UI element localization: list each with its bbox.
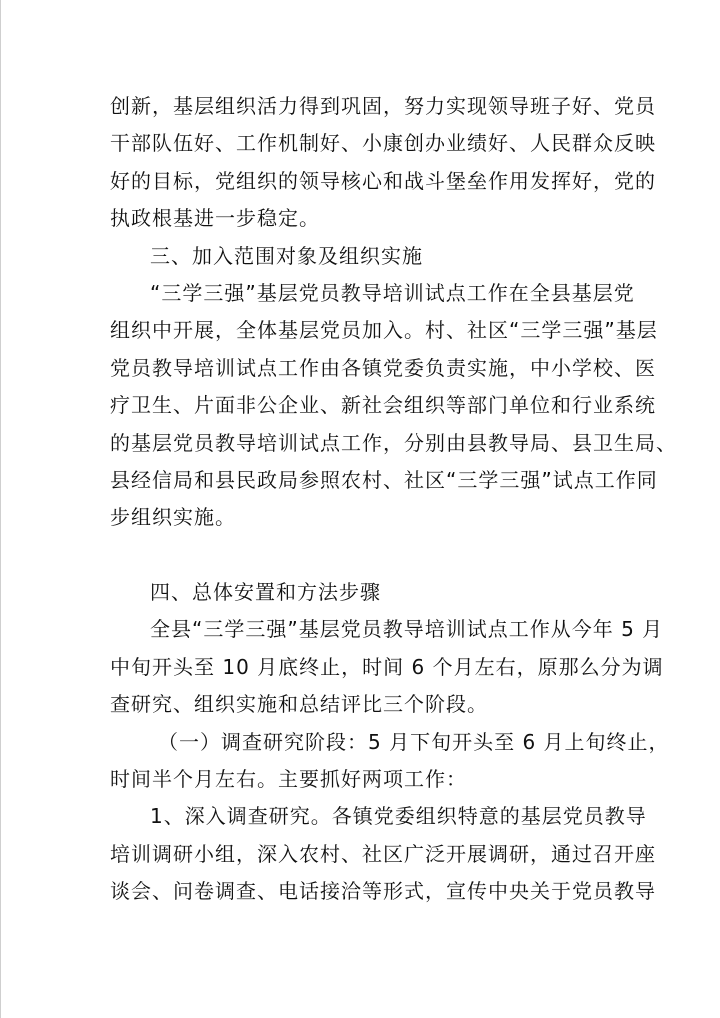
- paragraph-line: 时间半个月左右。主要抓好两项工作：: [110, 767, 467, 792]
- paragraph-line: 的基层党员教导培训试点工作，分别由县教导局、县卫生局、: [110, 430, 677, 455]
- section-heading: 三、加入范围对象及组织实施: [150, 243, 423, 268]
- page-edge-divider: [0, 0, 1, 1018]
- paragraph-line: 执政根基进一步稳定。: [110, 206, 320, 231]
- paragraph-line: 查研究、组织实施和总结评比三个阶段。: [110, 692, 488, 717]
- paragraph-line: 党员教导培训试点工作由各镇党委负责实施，中小学校、医: [110, 355, 656, 380]
- blank-line: [110, 537, 610, 574]
- paragraph-line: 步组织实施。: [110, 505, 236, 530]
- paragraph-line: 疗卫生、片面非公企业、新社会组织等部门单位和行业系统: [110, 393, 656, 418]
- paragraph-line: 谈会、问卷调查、电话接洽等形式，宣传中央关于党员教导: [110, 879, 656, 904]
- paragraph-line: 组织中开展，全体基层党员加入。村、社区“三学三强”基层: [110, 318, 658, 343]
- paragraph-line: 县经信局和县民政局参照农村、社区“三学三强”试点工作同: [110, 467, 658, 492]
- paragraph-line: 1、深入调查研究。各镇党委组织特意的基层党员教导: [150, 804, 647, 829]
- paragraph-line: 全县“三学三强”基层党员教导培训试点工作从今年 5 月: [150, 617, 664, 642]
- paragraph-line: 中旬开头至 10 月底终止，时间 6 个月左右，原那么分为调: [110, 654, 664, 679]
- subsection-heading: （一）调查研究阶段：5 月下旬开头至 6 月上旬终止，: [158, 729, 670, 754]
- paragraph-line: 创新，基层组织活力得到巩固，努力实现领导班子好、党员: [110, 94, 656, 118]
- paragraph-line: 培训调研小组，深入农村、社区广泛开展调研，通过召开座: [110, 841, 656, 866]
- paragraph-line: 好的目标，党组织的领导核心和战斗堡垒作用发挥好，党的: [110, 168, 656, 193]
- document-body: [110, 88, 677, 911]
- section-heading: 四、总体安置和方法步骤: [150, 580, 381, 605]
- paragraph-line: “三学三强”基层党员教导培训试点工作在全县基层党: [150, 280, 635, 305]
- paragraph-line: 干部队伍好、工作机制好、小康创办业绩好、人民群众反映: [110, 131, 656, 156]
